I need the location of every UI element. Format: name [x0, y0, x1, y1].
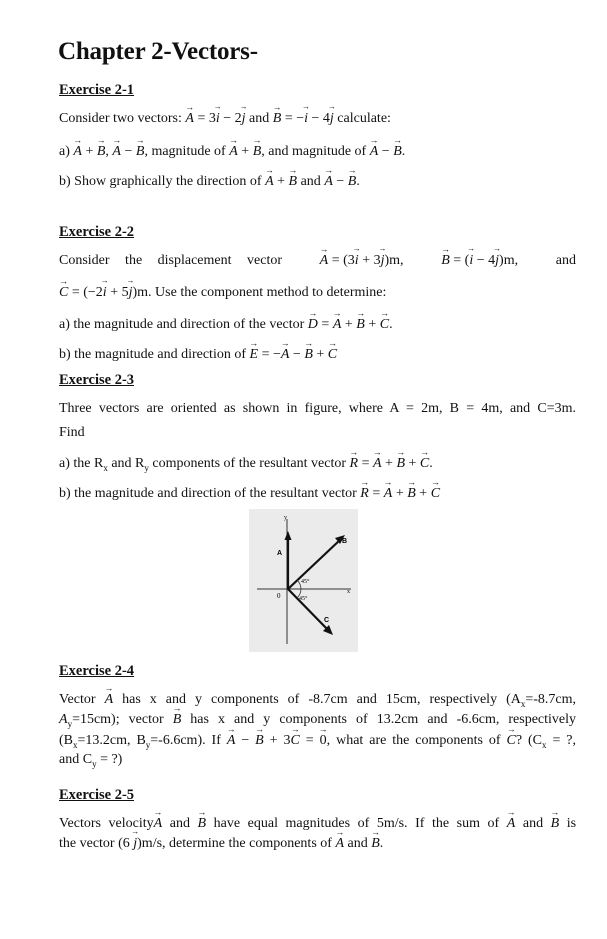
vector-figure — [249, 509, 358, 652]
ex5-l2-c: and — [347, 836, 368, 851]
page-title: Chapter 2-Vectors- — [58, 38, 258, 65]
ex4-l3-c: =-6.6cm). If — [150, 733, 221, 748]
ex3-sub-x: x — [103, 462, 108, 473]
ex3-part-b-text: b) the magnitude and direction of the resultant vector — [59, 486, 357, 501]
ex4-l1-c: =-8.7cm, — [525, 692, 577, 707]
ex5-l1-e: is — [566, 816, 577, 831]
label-y: y — [284, 515, 287, 521]
exercise-2-3-line-1: Three vectors are oriented as shown in figure, where A = 2m, B = 4m, and C=3m. — [59, 401, 576, 416]
exercise-2-3-line-4: b) the magnitude and direction of the resultant vector → R = → A + → B + → C — [59, 486, 440, 502]
ex4-l3-d: , what are the components of — [326, 733, 501, 748]
ex2-vector-c-def: → C = (−2→ i + 5→ j) — [59, 285, 137, 300]
label-b: B — [342, 538, 348, 545]
ex1-and: and — [249, 111, 270, 126]
ex1-line1-end: calculate: — [337, 111, 391, 126]
ex4-l3-a: (B — [59, 733, 73, 748]
ex5-l1-d: and — [522, 816, 544, 831]
exercise-2-4-title: Exercise 2-4 — [59, 663, 135, 679]
ex4-l3-e: ? (C — [515, 733, 543, 748]
ex4-l1-a: Vector — [59, 692, 96, 707]
label-a: A — [277, 550, 283, 557]
exercise-2-1-title: Exercise 2-1 — [59, 82, 135, 98]
exercise-2-3-title: Exercise 2-3 — [59, 372, 135, 388]
ex4-l2-a: A — [59, 712, 68, 727]
label-c: C — [324, 617, 330, 624]
label-origin: 0 — [277, 592, 281, 600]
ex5-l1-b: and — [169, 816, 190, 831]
ex1-vector-a-def: → A = 3→ i − 2→ j — [185, 111, 245, 126]
exercise-2-2-title: Exercise 2-2 — [59, 224, 135, 240]
ex1-part-a-label: a) — [59, 144, 70, 159]
ex1-part-b-and: and — [300, 174, 321, 189]
exercise-2-5-line-2: the vector (6 → j)m/s, determine the components of → A and → B. — [59, 836, 383, 852]
ex5-l2-b: )m/s, determine the components of — [137, 836, 332, 851]
ex5-l1-c: have equal magnitudes of 5m/s. If the sum of — [213, 816, 500, 831]
exercise-2-4-line-3: ($B_x=13.2cm$, $B_y=-6.6cm$). If → A − → B + 3→ C = → 0, what are the components of → C? ($C_x$ = ?, — [59, 733, 576, 750]
exercise-2-4-line-4: and $C_y$ = ?) — [59, 752, 123, 769]
ex4-l1-b: has x and y components of -8.7cm and 15cm, respectively (A — [122, 692, 521, 707]
ex5-l2-d: . — [379, 836, 384, 851]
ex1-part-a-text-1: , magnitude of — [144, 144, 226, 159]
exercise-2-4-line-2: $A_y=15cm$); vector → B has x and y components of 13.2cm and -6.6cm, respectively — [59, 712, 576, 729]
exercise-2-1-line-2: a) → A + → B, → A − → B, magnitude of → A + → B, and magnitude of → A − → B. — [59, 144, 405, 160]
angle-label-top: 45° — [301, 579, 310, 585]
ex4-l3-f: = ?, — [546, 733, 577, 748]
ex2-part-a-text: a) the magnitude and direction of the vector — [59, 317, 305, 332]
ex1-line1-start: Consider two vectors: — [59, 111, 182, 126]
exercise-2-1-line-3: b) Show graphically the direction of → A + → B and → A − → B. — [59, 174, 360, 190]
exercise-2-2-line-3: a) the magnitude and direction of the vector → D = → A + → B + → C. — [59, 317, 393, 333]
label-x: x — [347, 589, 350, 595]
ex1-part-b-text: b) Show graphically the direction of — [59, 174, 262, 189]
ex2-line1-start: Consider the displacement vector — [59, 253, 282, 268]
exercise-2-5-line-1: Vectors velocity→ A and → B have equal magnitudes of 5m/s. If the sum of → A and → B is — [59, 816, 576, 832]
ex4-l2-c: has x and y components of 13.2cm and -6.6cm, respectively — [190, 712, 577, 727]
ex3-part-a-text-3: components of the resultant vector — [148, 456, 346, 471]
vector-diagram — [249, 509, 358, 652]
ex4-l3-b: =13.2cm, B — [77, 733, 146, 748]
ex2-vector-b-def: → B = (→ i − 4→ j)m, — [441, 253, 518, 269]
ex3-part-a-text-2: and R — [107, 456, 145, 471]
ex3-sub-y: y — [144, 462, 149, 473]
exercise-2-3-line-3: a) the $R_x$ and $R_y$ components of the resultant vector → R = → A + → B + → C. — [59, 456, 433, 473]
ex2-part-b-text: b) the magnitude and direction of — [59, 347, 246, 362]
ex5-l1-a: Vectors velocity — [59, 816, 154, 831]
exercise-2-3-line-2: Find — [59, 425, 85, 440]
ex2-vector-a-def: → A = (3→ i + 3→ j)m, — [320, 253, 404, 269]
ex3-part-a-text-1: a) the R — [59, 456, 104, 471]
exercise-2-2-line-2 — [59, 285, 386, 301]
exercise-2-4-line-1: Vector → A has x and y components of -8.7cm and 15cm, respectively ($A_x=-8.7cm$, — [59, 692, 576, 709]
exercise-2-5-title: Exercise 2-5 — [59, 787, 135, 803]
exercise-2-2-line-1 — [59, 253, 576, 269]
angle-label-bottom: 45° — [299, 596, 308, 602]
ex4-l4-b: = ?) — [96, 752, 123, 767]
ex1-vector-b-def: → B = −→ i − 4→ j — [273, 111, 334, 126]
ex4-l4-a: and C — [59, 752, 93, 767]
ex4-l2-b: =15cm); vector — [72, 712, 164, 727]
ex2-and: and — [555, 253, 576, 268]
ex5-l2-a: the vector (6 — [59, 836, 130, 851]
ex1-part-a-text-2: , and magnitude of — [261, 144, 367, 159]
exercise-2-2-line-4: b) the magnitude and direction of → E = −→ A − → B + → C — [59, 347, 337, 363]
exercise-2-1-line-1 — [59, 111, 391, 127]
ex2-line2-end: m. Use the component method to determine: — [137, 285, 387, 300]
